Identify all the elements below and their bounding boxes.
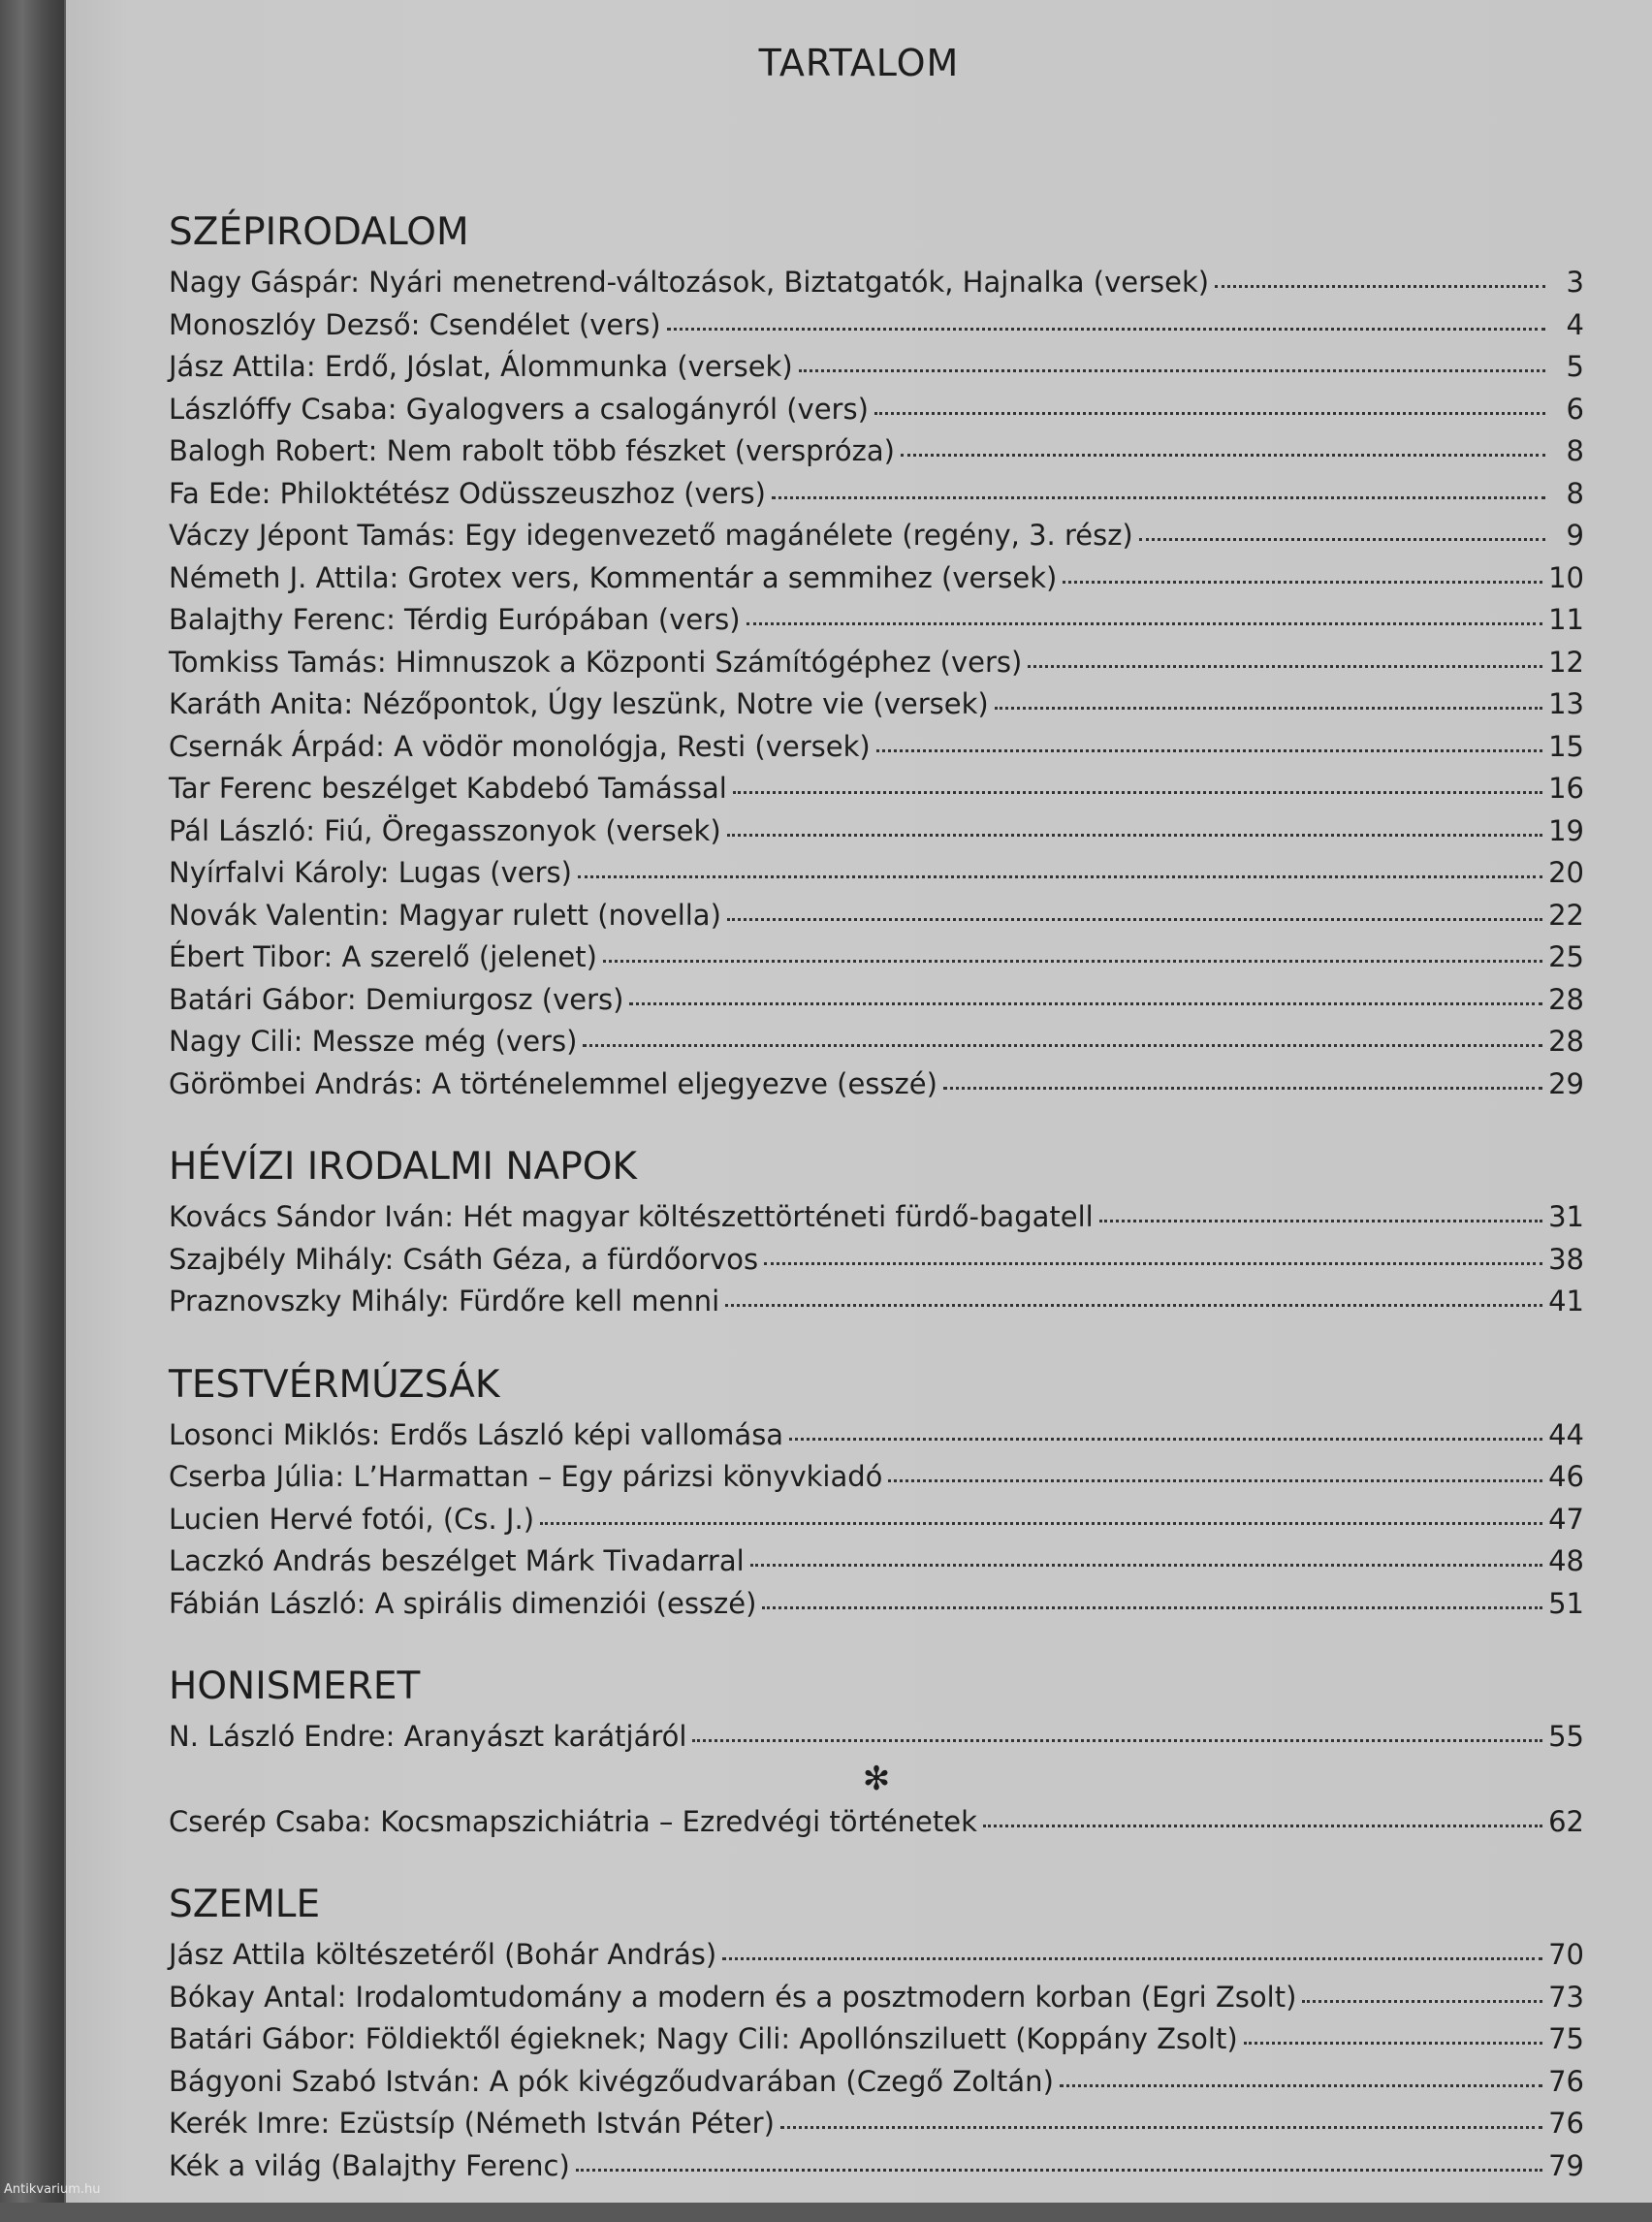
toc-entry xyxy=(169,389,1584,431)
toc-entry xyxy=(169,2061,1584,2104)
toc-entry xyxy=(169,515,1584,557)
toc-entry xyxy=(169,2103,1584,2145)
entry-page-number: 5 xyxy=(1566,350,1584,383)
toc-entry xyxy=(169,1540,1584,1583)
entry-page-number: 25 xyxy=(1548,940,1584,973)
dot-leader xyxy=(727,833,1542,837)
dot-leader xyxy=(943,1086,1542,1090)
section-heading: TESTVÉRMÚZSÁK xyxy=(169,1362,500,1407)
entry-title: Cserép Csaba: Kocsmapszichiátria – Ezredvégi történetek xyxy=(169,1804,977,1838)
dot-leader xyxy=(901,453,1545,457)
entry-title: Novák Valentin: Magyar rulett (novella) xyxy=(169,898,721,932)
toc-entry xyxy=(169,304,1584,347)
entry-page-number: 70 xyxy=(1548,1938,1584,1971)
entry-title: Balajthy Ferenc: Térdig Európában (vers) xyxy=(169,603,741,636)
entry-title: Váczy Jépont Tamás: Egy idegenvezető magánélete (regény, 3. rész) xyxy=(169,519,1133,552)
table-of-contents xyxy=(169,206,1584,2222)
entry-title: Lucien Hervé fotói, (Cs. J.) xyxy=(169,1502,535,1536)
dot-leader xyxy=(799,368,1545,372)
entry-title: N. László Endre: Aranyászt karátjáról xyxy=(169,1720,687,1753)
toc-entry xyxy=(169,346,1584,389)
entry-title: Praznovszky Mihály: Fürdőre kell menni xyxy=(169,1285,720,1317)
entry-title: Ébert Tibor: A szerelő (jelenet) xyxy=(169,940,597,973)
entry-title: Kovács Sándor Iván: Hét magyar költészettörténeti fürdő-bagatell xyxy=(169,1200,1094,1233)
toc-entry xyxy=(169,979,1584,1022)
dot-leader xyxy=(583,1043,1542,1047)
section-heading: HÉVÍZI IRODALMI NAPOK xyxy=(169,1145,638,1189)
entry-list xyxy=(169,1934,1584,2187)
entry-page-number: 79 xyxy=(1548,2148,1584,2182)
entry-page-number: 8 xyxy=(1566,476,1584,510)
section-heading: HONISMERET xyxy=(169,1665,421,1708)
dot-leader xyxy=(747,621,1543,625)
entry-page-number: 22 xyxy=(1548,898,1584,932)
entry-page-number: 6 xyxy=(1566,392,1584,426)
entry-page-number: 10 xyxy=(1548,560,1584,594)
section-honismeret xyxy=(169,1660,1584,1843)
entry-title: Monoszlóy Dezső: Csendélet (vers) xyxy=(169,307,661,341)
entry-title: Batári Gábor: Demiurgosz (vers) xyxy=(169,982,624,1016)
entry-page-number: 11 xyxy=(1548,603,1584,636)
entry-page-number: 4 xyxy=(1566,307,1584,341)
entry-page-number: 16 xyxy=(1548,772,1584,805)
toc-entry xyxy=(169,1801,1584,1844)
toc-entry xyxy=(169,1063,1584,1106)
toc-entry xyxy=(169,895,1584,937)
dot-leader xyxy=(789,1437,1542,1441)
dot-leader xyxy=(578,874,1542,878)
toc-entry xyxy=(169,430,1584,473)
entry-title: Cserba Júlia: L’Harmattan – Egy párizsi könyvkiadó xyxy=(169,1460,883,1493)
entry-title: Batári Gábor: Földiektől égieknek; Nagy Cili: Apollónsziluett (Koppány Zsolt) xyxy=(169,2022,1238,2055)
toc-entry xyxy=(169,852,1584,895)
dot-leader xyxy=(725,1303,1542,1307)
dot-leader xyxy=(1028,664,1542,668)
entry-title: Nagy Cili: Messze még (vers) xyxy=(169,1025,578,1058)
entry-page-number: 75 xyxy=(1548,2022,1584,2055)
entry-page-number: 15 xyxy=(1548,729,1584,763)
entry-title: Kerék Imre: Ezüstsíp (Németh István Péter) xyxy=(169,2107,775,2140)
toc-entry xyxy=(169,1716,1584,1759)
dot-leader xyxy=(1063,580,1542,584)
toc-entry xyxy=(169,1281,1584,1323)
entry-title: Laczkó András beszélget Márk Tivadarral xyxy=(169,1544,745,1577)
dot-leader xyxy=(727,917,1542,921)
dot-leader xyxy=(780,2125,1542,2129)
dot-leader xyxy=(1215,284,1545,288)
dot-leader xyxy=(762,1605,1542,1609)
dot-leader xyxy=(888,1478,1542,1482)
dot-leader xyxy=(1302,1999,1542,2003)
entry-title: Szajbély Mihály: Csáth Géza, a fürdőorvos xyxy=(169,1242,759,1276)
entry-page-number: 55 xyxy=(1548,1720,1584,1753)
toc-entry xyxy=(169,2018,1584,2061)
page-sheet xyxy=(66,0,1652,2203)
dot-leader xyxy=(722,1956,1542,1960)
dot-leader xyxy=(772,495,1545,499)
entry-page-number: 48 xyxy=(1548,1544,1584,1577)
entry-page-number: 12 xyxy=(1548,645,1584,679)
dot-leader xyxy=(629,1001,1542,1005)
entry-title: Kék a világ (Balajthy Ferenc) xyxy=(169,2148,570,2182)
entry-page-number: 31 xyxy=(1548,1200,1584,1233)
page-title: TARTALOM xyxy=(758,42,960,85)
entry-page-number: 13 xyxy=(1548,687,1584,720)
entry-title: Bókay Antal: Irodalomtudomány a modern és a posztmodern korban (Egri Zsolt) xyxy=(169,1980,1297,2014)
entry-page-number: 9 xyxy=(1566,519,1584,552)
toc-entry xyxy=(169,1021,1584,1063)
toc-entry xyxy=(169,642,1584,684)
dot-leader xyxy=(692,1738,1542,1742)
toc-entry xyxy=(169,683,1584,726)
dot-leader xyxy=(576,2168,1542,2172)
dot-leader xyxy=(874,411,1545,415)
dot-leader xyxy=(1244,2041,1542,2045)
entry-list xyxy=(169,1414,1584,1626)
toc-entry xyxy=(169,1196,1584,1239)
entry-title: Lászlóffy Csaba: Gyalogvers a csalogányról (vers) xyxy=(169,392,869,426)
toc-entry xyxy=(169,768,1584,810)
toc-entry xyxy=(169,1239,1584,1282)
entry-page-number: 76 xyxy=(1548,2107,1584,2140)
dot-leader xyxy=(1139,537,1545,541)
entry-page-number: 8 xyxy=(1566,434,1584,467)
section-szepirodalom xyxy=(169,206,1584,1105)
entry-title: Németh J. Attila: Grotex vers, Kommentár a semmihez (versek) xyxy=(169,560,1058,594)
toc-entry xyxy=(169,262,1584,304)
dot-leader xyxy=(1060,2083,1542,2087)
entry-page-number: 19 xyxy=(1548,813,1584,847)
dot-leader xyxy=(733,790,1542,794)
entry-title: Fa Ede: Philoktétész Odüsszeuszhoz (vers) xyxy=(169,476,766,510)
toc-entry xyxy=(169,1499,1584,1541)
section-szemle xyxy=(169,1878,1584,2187)
entry-title: Csernák Árpád: A vödör monológja, Resti (versek) xyxy=(169,729,871,763)
entry-title: Nagy Gáspár: Nyári menetrend-változások, Biztatgatók, Hajnalka (versek) xyxy=(169,266,1210,299)
entry-title: Tar Ferenc beszélget Kabdebó Tamással xyxy=(169,772,727,805)
entry-page-number: 3 xyxy=(1566,266,1584,299)
toc-entry xyxy=(169,1977,1584,2019)
entry-title: Fábián László: A spirális dimenziói (esszé) xyxy=(169,1586,757,1620)
entry-list xyxy=(169,1196,1584,1323)
entry-page-number: 29 xyxy=(1548,1066,1584,1100)
entry-list xyxy=(169,262,1584,1105)
toc-entry xyxy=(169,473,1584,516)
entry-page-number: 46 xyxy=(1548,1460,1584,1493)
dot-leader xyxy=(995,706,1542,710)
section-heading: SZÉPIRODALOM xyxy=(169,210,469,254)
toc-entry xyxy=(169,599,1584,642)
entry-page-number: 47 xyxy=(1548,1502,1584,1536)
entry-title: Jász Attila: Erdő, Jóslat, Álommunka (versek) xyxy=(169,350,793,383)
section-testvermuzsak xyxy=(169,1358,1584,1626)
dot-leader xyxy=(983,1824,1542,1827)
dot-leader xyxy=(750,1563,1542,1567)
entry-page-number: 28 xyxy=(1548,1025,1584,1058)
entry-title: Jász Attila költészetéről (Bohár András) xyxy=(169,1938,717,1971)
toc-entry xyxy=(169,1456,1584,1499)
dot-leader xyxy=(1099,1219,1542,1222)
entry-page-number: 76 xyxy=(1548,2064,1584,2098)
toc-entry xyxy=(169,810,1584,853)
entry-page-number: 62 xyxy=(1548,1804,1584,1838)
toc-entry xyxy=(169,1934,1584,1977)
entry-title: Karáth Anita: Nézőpontok, Úgy leszünk, Notre vie (versek) xyxy=(169,687,989,720)
entry-page-number: 44 xyxy=(1548,1417,1584,1451)
entry-title: Pál László: Fiú, Öregasszonyok (versek) xyxy=(169,813,721,847)
entry-page-number: 51 xyxy=(1548,1586,1584,1620)
watermark: Antikvarium.hu xyxy=(4,2182,101,2197)
toc-entry xyxy=(169,557,1584,600)
toc-entry xyxy=(169,2145,1584,2188)
entry-title: Nyírfalvi Károly: Lugas (vers) xyxy=(169,856,572,889)
toc-entry xyxy=(169,1414,1584,1457)
entry-title: Görömbei András: A történelemmel eljegyezve (esszé) xyxy=(169,1066,937,1100)
entry-page-number: 28 xyxy=(1548,982,1584,1016)
book-spine-shadow xyxy=(0,0,64,2203)
entry-page-number: 38 xyxy=(1548,1242,1584,1276)
entry-list xyxy=(169,1801,1584,1844)
asterisk-separator-icon: ✻ xyxy=(862,1759,891,1798)
entry-page-number: 41 xyxy=(1548,1285,1584,1317)
dot-leader xyxy=(540,1521,1542,1525)
entry-list xyxy=(169,1716,1584,1759)
entry-page-number: 20 xyxy=(1548,856,1584,889)
entry-title: Tomkiss Tamás: Himnuszok a Központi Számítógéphez (vers) xyxy=(169,645,1023,679)
toc-entry xyxy=(169,1583,1584,1626)
toc-entry xyxy=(169,726,1584,769)
dot-leader xyxy=(603,959,1542,963)
dot-leader xyxy=(667,327,1545,331)
entry-page-number: 73 xyxy=(1548,1980,1584,2014)
entry-title: Balogh Robert: Nem rabolt több fészket (verspróza) xyxy=(169,434,895,467)
dot-leader xyxy=(876,748,1542,752)
section-hevizi-irodalmi-napok xyxy=(169,1140,1584,1323)
toc-entry xyxy=(169,936,1584,979)
entry-title: Bágyoni Szabó István: A pók kivégzőudvarában (Czegő Zoltán) xyxy=(169,2064,1054,2098)
dot-leader xyxy=(764,1261,1542,1265)
entry-title: Losonci Miklós: Erdős László képi vallomása xyxy=(169,1417,784,1451)
section-heading: SZEMLE xyxy=(169,1883,321,1926)
